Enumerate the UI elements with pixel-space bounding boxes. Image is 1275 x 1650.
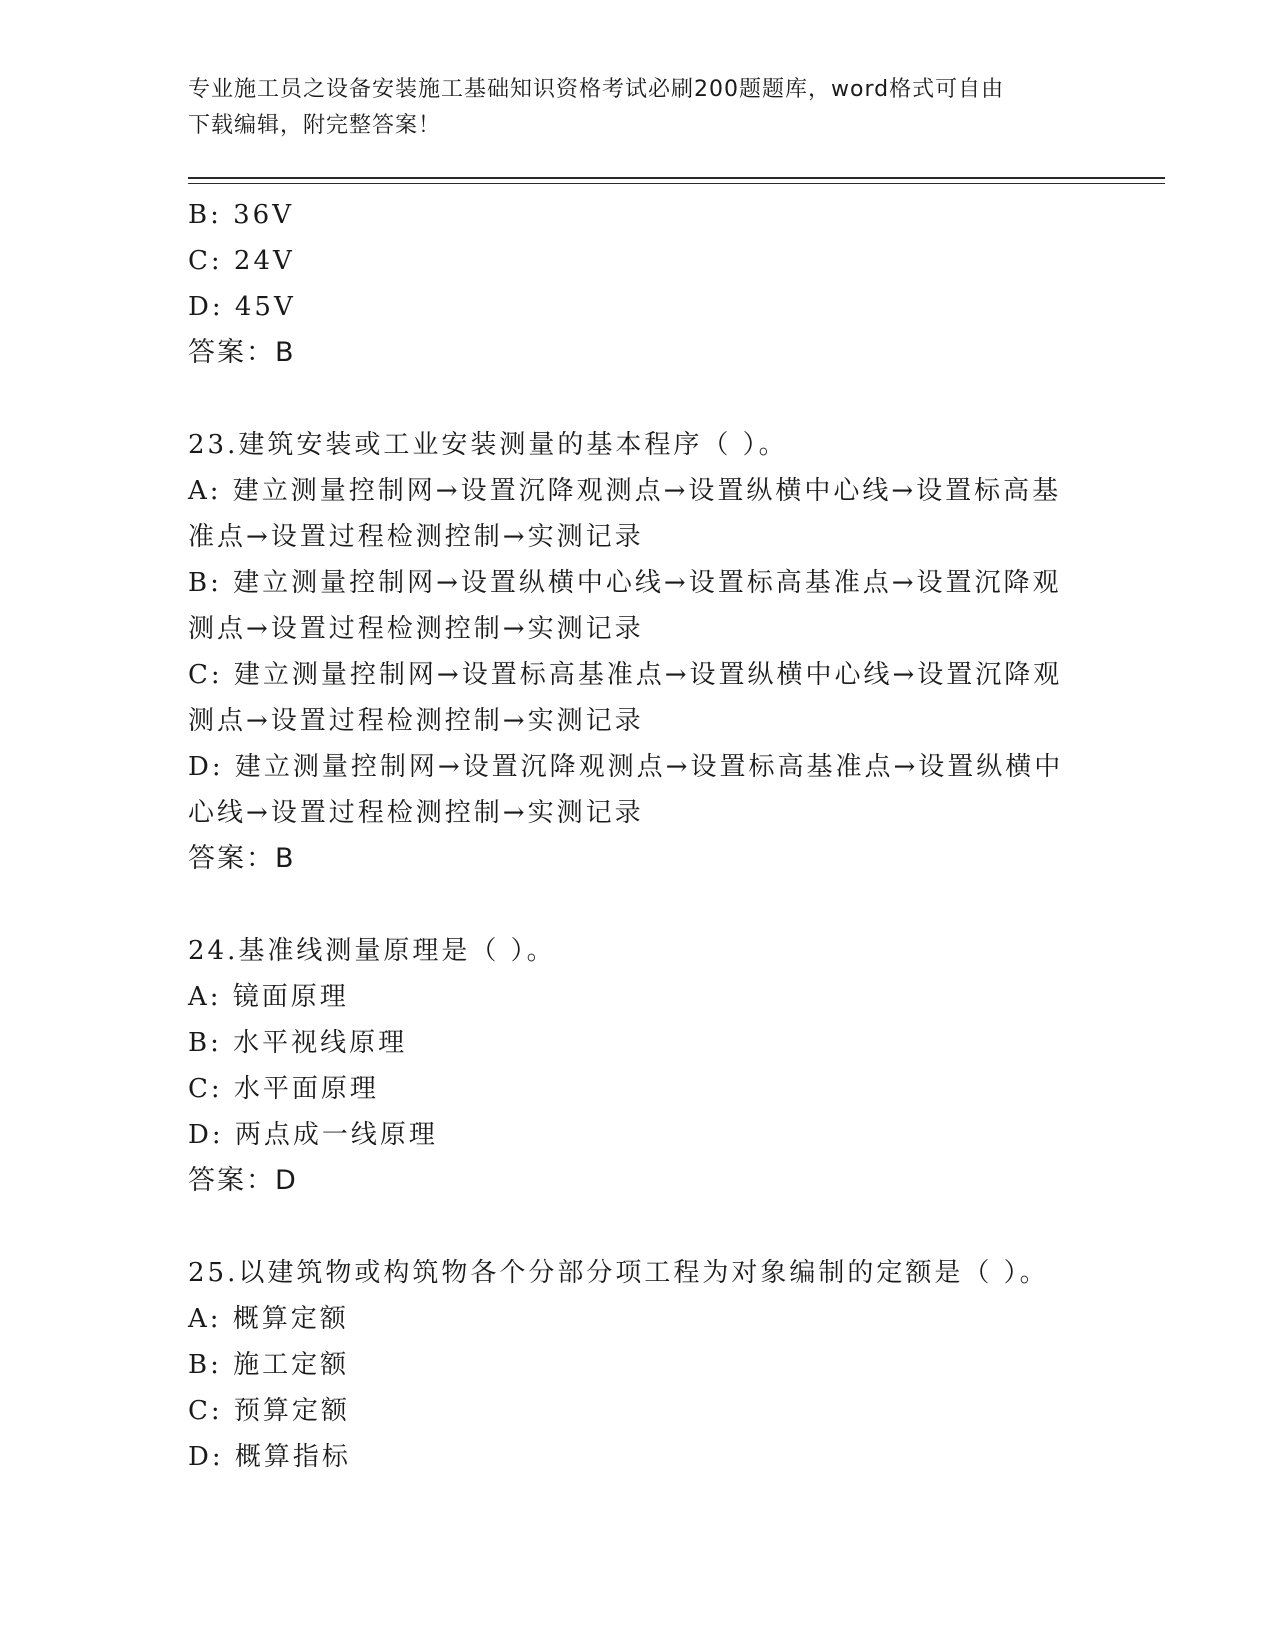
option-b: B: 施工定额 — [188, 1350, 350, 1380]
header-divider-thin — [188, 183, 1165, 184]
question-text: 23.建筑安装或工业安装测量的基本程序（ ）。 — [188, 430, 788, 460]
option-d-line-1: D: 建立测量控制网→设置沉降观测点→设置标高基准点→设置纵横中 — [188, 752, 1064, 782]
question-22 — [188, 192, 1088, 376]
question-text: 25.以建筑物或构筑物各个分部分项工程为对象编制的定额是（ ）。 — [188, 1258, 1049, 1288]
header-divider-thick — [188, 177, 1165, 179]
question-25 — [188, 1250, 1088, 1480]
option-b-line-2: 测点→设置过程检测控制→实测记录 — [188, 614, 644, 644]
spacer — [188, 882, 1088, 928]
option-d-line-2: 心线→设置过程检测控制→实测记录 — [188, 798, 644, 828]
header-line-2: 下载编辑，附完整答案！ — [188, 113, 442, 138]
option-a-line-1: A: 建立测量控制网→设置沉降观测点→设置纵横中心线→设置标高基 — [188, 476, 1062, 506]
option-c-line-2: 测点→设置过程检测控制→实测记录 — [188, 706, 644, 736]
question-text: 24.基准线测量原理是（ ）。 — [188, 936, 556, 966]
option-c: C: 预算定额 — [188, 1396, 350, 1426]
answer: 答案：D — [188, 1165, 298, 1196]
question-list — [188, 192, 1088, 1480]
spacer — [188, 1204, 1088, 1250]
spacer — [188, 376, 1088, 422]
header-line-1: 专业施工员之设备安装施工基础知识资格考试必刷200题题库，word格式可自由 — [188, 77, 1005, 102]
question-24 — [188, 928, 1088, 1204]
option-a-line-2: 准点→设置过程检测控制→实测记录 — [188, 522, 644, 552]
option-c: C: 水平面原理 — [188, 1074, 379, 1104]
question-23 — [188, 422, 1088, 882]
option-b: B: 36V — [188, 200, 294, 230]
option-c: C: 24V — [188, 246, 295, 276]
answer: 答案：B — [188, 843, 296, 874]
answer: 答案：B — [188, 337, 296, 368]
option-b-line-1: B: 建立测量控制网→设置纵横中心线→设置标高基准点→设置沉降观 — [188, 568, 1062, 598]
option-d: D: 45V — [188, 292, 296, 322]
option-a: A: 概算定额 — [188, 1304, 349, 1334]
option-c-line-1: C: 建立测量控制网→设置标高基准点→设置纵横中心线→设置沉降观 — [188, 660, 1063, 690]
option-b: B: 水平视线原理 — [188, 1028, 408, 1058]
option-d: D: 两点成一线原理 — [188, 1120, 438, 1150]
option-d: D: 概算指标 — [188, 1442, 351, 1472]
option-a: A: 镜面原理 — [188, 982, 349, 1012]
document-header — [188, 72, 1068, 144]
